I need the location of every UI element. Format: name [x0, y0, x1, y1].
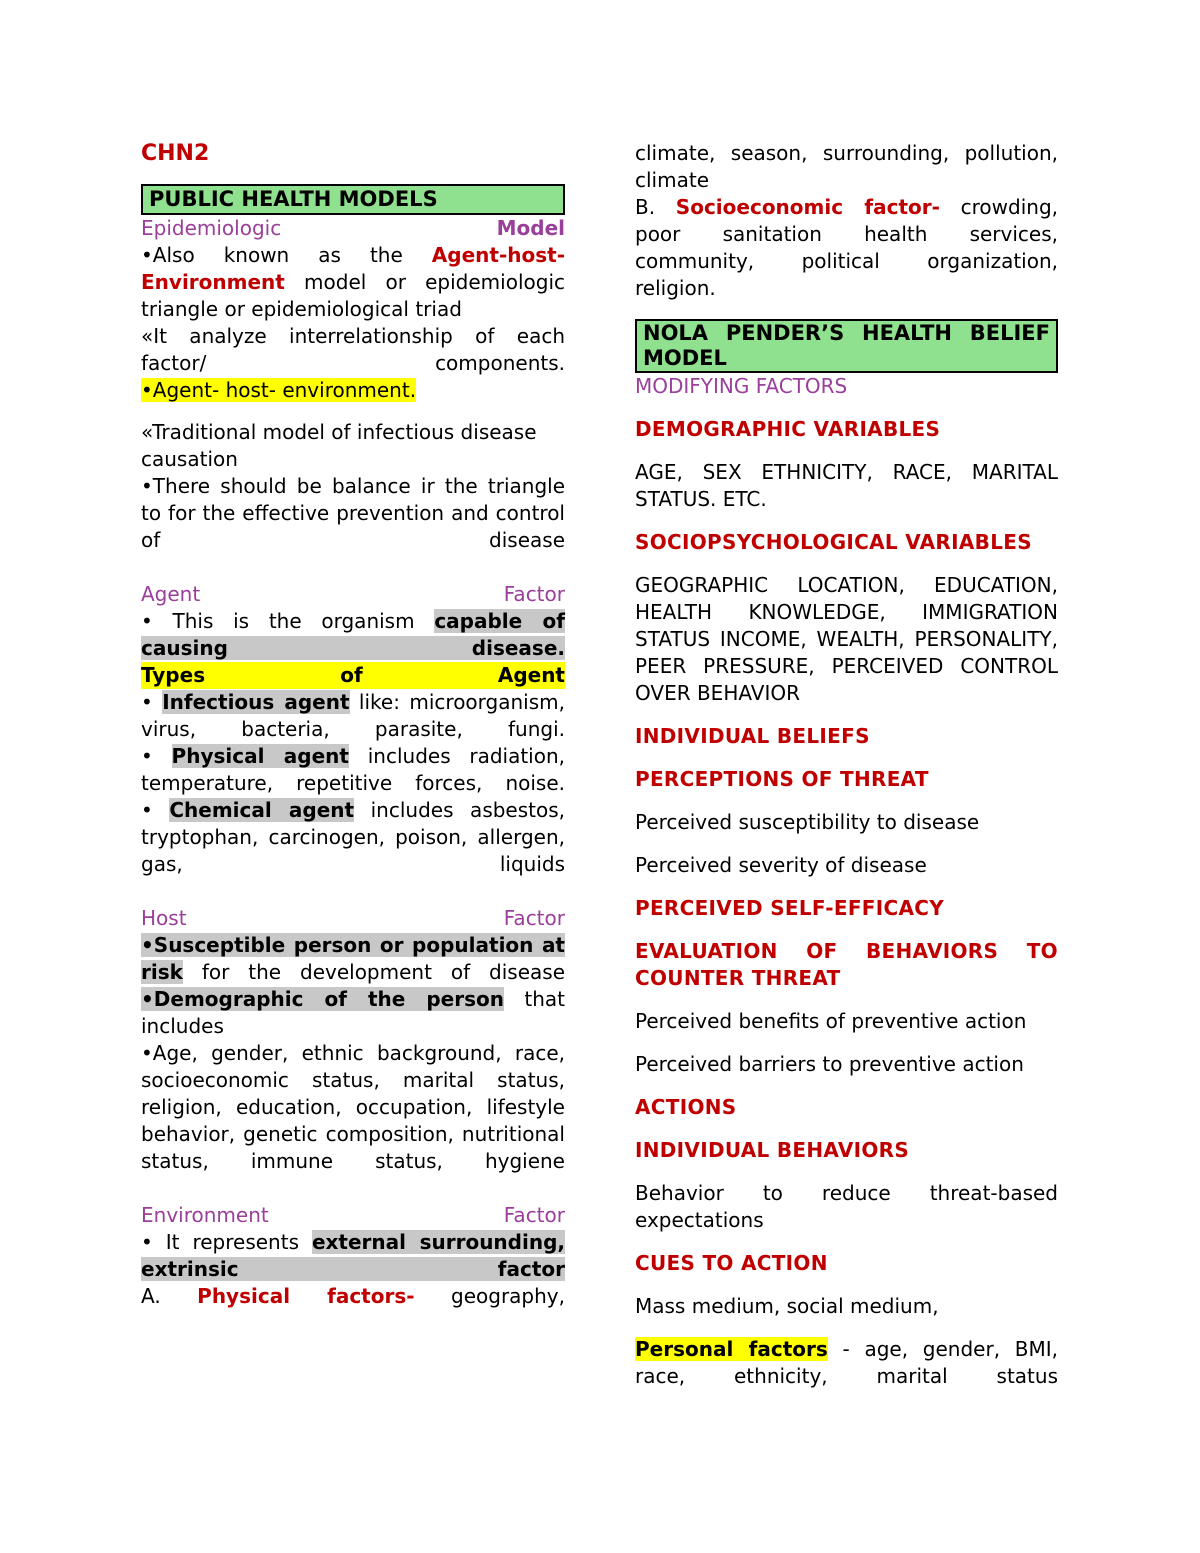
agent-host-environment-bullet: •Agent- host- environment. [141, 378, 417, 402]
perceived-barriers-text: Perceived barriers to preventive action [635, 1052, 1024, 1076]
analyze-paragraph: «It analyze interrelationship of each factor/ components. [141, 324, 565, 375]
evaluation-of-behaviors-heading: EVALUATION OF BEHAVIORS TO COUNTER THREAT [635, 939, 1058, 990]
personal-factors-item: Personal factors - age, gender, BMI, race, ethnicity, marital status [635, 1337, 1059, 1388]
balance-paragraph: •There should be balance ir the triangle to for the effective prevention and control of disease [141, 474, 565, 552]
age-gender-item: •Age, gender, ethnic background, race, socioeconomic status, marital status, religion, education, occupation, lifestyle behavior, genetic composition, nutritional status, immune status, hygiene [141, 1041, 565, 1173]
cues-to-action-heading: CUES TO ACTION [635, 1251, 828, 1275]
chemical-agent-item: • Chemical agent includes asbestos, tryptophan, carcinogen, poison, allergen, gas, liquids [141, 798, 566, 876]
section-box-public-health-models: PUBLIC HEALTH MODELS [141, 184, 565, 215]
physical-agent-item: • Physical agent includes radiation, temperature, repetitive forces, noise. [141, 744, 566, 795]
perceived-severity-text: Perceived severity of disease [635, 853, 927, 877]
doc-title: CHN2 [141, 141, 210, 166]
perceived-benefits-text: Perceived benefits of preventive action [635, 1009, 1027, 1033]
demographic-variables-text: AGE, SEX ETHNICITY, RACE, MARITAL STATUS. ETC. [635, 460, 1058, 511]
perceived-self-efficacy-heading: PERCEIVED SELF-EFFICACY [635, 896, 945, 920]
host-factor-heading: Host Factor [141, 906, 565, 930]
environment-factor-heading: Environment Factor [141, 1203, 565, 1227]
epidemiologic-model-heading: Epidemiologic Model [141, 216, 565, 240]
agent-factor-heading: Agent Factor [141, 582, 565, 606]
infectious-agent-item: • Infectious agent like: microorganism, virus, bacteria, parasite, fungi. [141, 690, 565, 741]
causation-text: causation [141, 447, 238, 471]
perceived-susceptibility-text: Perceived susceptibility to disease [635, 810, 980, 834]
right-column [635, 140, 1058, 1390]
susceptible-person-item: •Susceptible person or population at risk for the development of disease [141, 933, 565, 984]
agent-host-env-paragraph: •Also known as the Agent-host-Environment model or epidemiologic triangle or epidemiological triad [141, 243, 565, 321]
traditional-model-text: «Traditional model of infectious disease [141, 420, 537, 444]
modifying-factors-heading: MODIFYING FACTORS [635, 374, 848, 398]
individual-beliefs-heading: INDIVIDUAL BELIEFS [635, 724, 870, 748]
mass-medium-text: Mass medium, social medium, [635, 1294, 939, 1318]
socioeconomic-factor-item: B. Socioeconomic factor- crowding, poor sanitation health services, community, political organization, religion. [635, 195, 1058, 300]
types-of-agent-heading: Types of Agent [141, 663, 565, 687]
climate-continuation: climate, season, surrounding, pollution, climate [635, 141, 1058, 192]
behavior-text: Behavior to reduce threat-based expectations [635, 1181, 1058, 1232]
perceptions-of-threat-heading: PERCEPTIONS OF THREAT [635, 767, 929, 791]
sociopsychological-variables-text: GEOGRAPHIC LOCATION, EDUCATION, HEALTH KNOWLEDGE, IMMIGRATION STATUS INCOME, WEALTH, PERSONALITY, PEER PRESSURE, PERCEIVED CONTROL OVER BEHAVIOR [635, 573, 1058, 705]
demographic-variables-heading: DEMOGRAPHIC VARIABLES [635, 417, 941, 441]
left-column [141, 140, 565, 1310]
external-surrounding-item: • It represents external surrounding, extrinsic factor [141, 1230, 565, 1281]
sociopsychological-variables-heading: SOCIOPSYCHOLOGICAL VARIABLES [635, 530, 1032, 554]
demographic-item: •Demographic of the person that includes [141, 987, 565, 1038]
actions-heading: ACTIONS [635, 1095, 737, 1119]
physical-factors-item: A. Physical factors- geography, [141, 1284, 565, 1308]
agent-organism-paragraph: • This is the organism capable of causing disease. [141, 609, 565, 660]
individual-behaviors-heading: INDIVIDUAL BEHAVIORS [635, 1138, 910, 1162]
section-box-health-belief-model: NOLA PENDER’S HEALTH BELIEF MODEL [635, 319, 1058, 373]
